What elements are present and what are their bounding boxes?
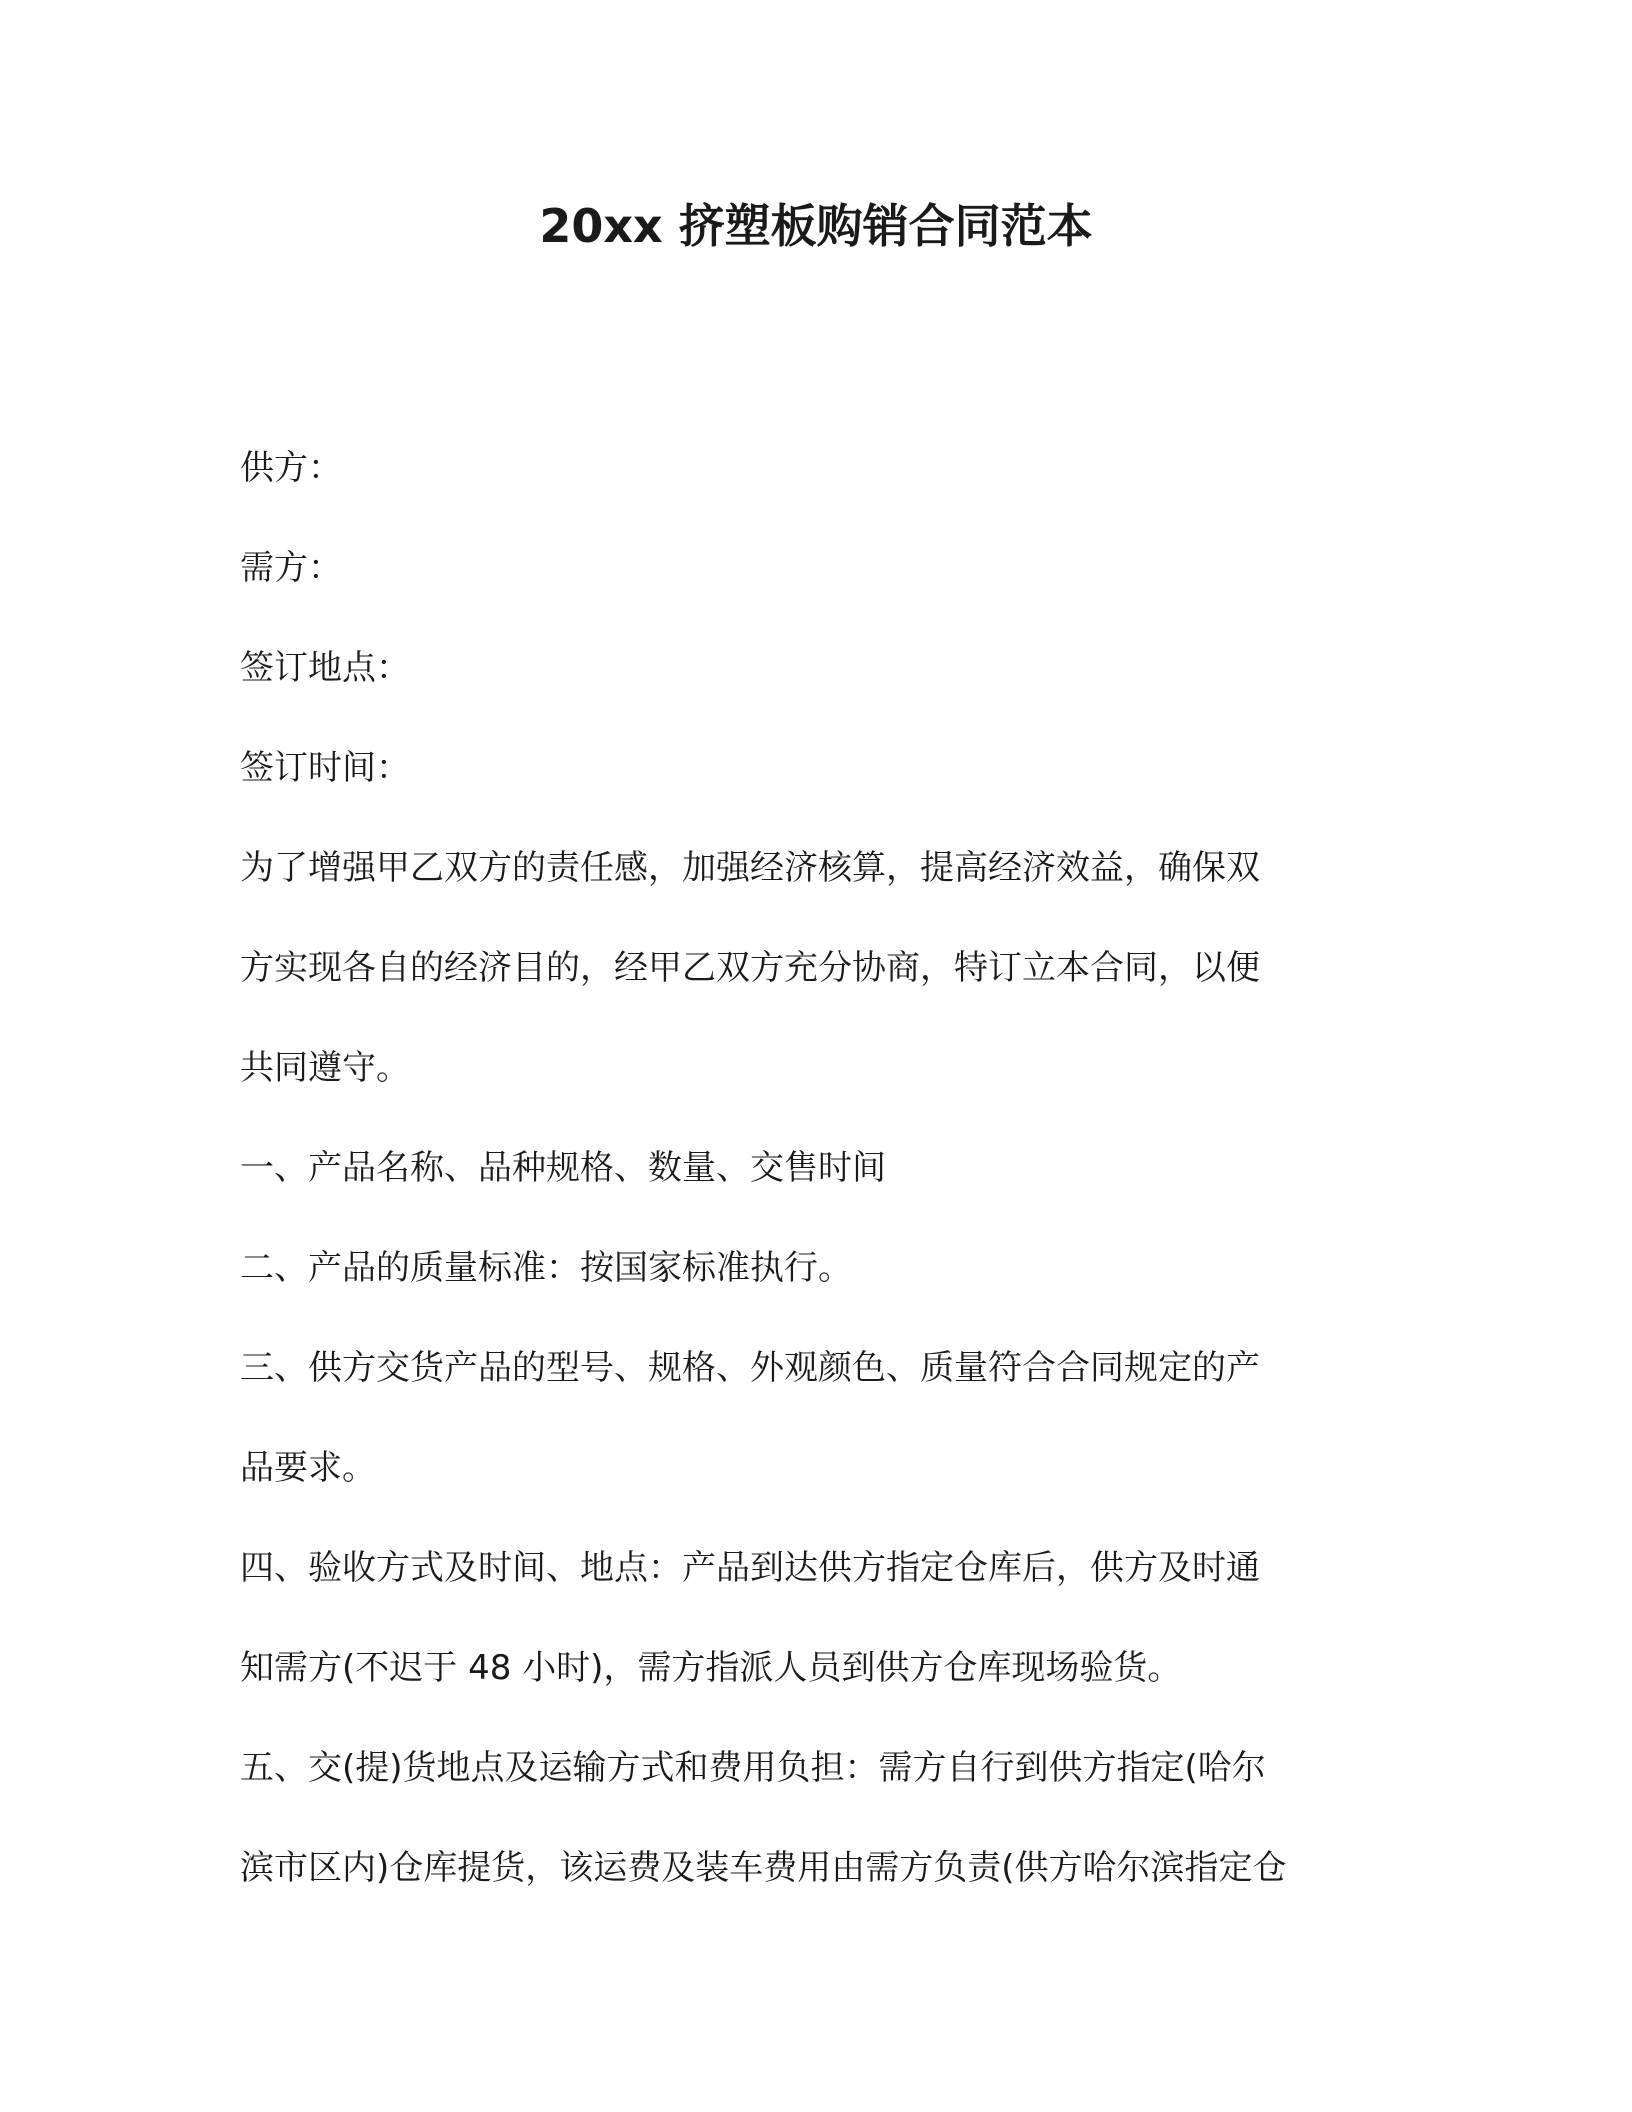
clause-3-continued: 品要求。 xyxy=(240,1448,376,1488)
body-line: 方实现各自的经济目的，经甲乙双方充分协商，特订立本合同，以便 xyxy=(240,948,1260,988)
clause-5-continued: 滨市区内)仓库提货，该运费及装车费用由需方负责(供方哈尔滨指定仓 xyxy=(240,1848,1287,1888)
clause-5: 五、交(提)货地点及运输方式和费用负担：需方自行到供方指定(哈尔 xyxy=(240,1748,1266,1788)
document-body xyxy=(240,418,1400,1918)
clause-4: 四、验收方式及时间、地点：产品到达供方指定仓库后，供方及时通 xyxy=(240,1548,1260,1588)
supplier-field: 供方： xyxy=(240,448,342,488)
document-title: 20xx 挤塑板购销合同范本 xyxy=(539,199,1093,253)
body-line: 共同遵守。 xyxy=(240,1048,410,1088)
signing-time-field: 签订时间： xyxy=(240,748,410,788)
clause-1: 一、产品名称、品种规格、数量、交售时间 xyxy=(240,1148,886,1188)
clause-3: 三、供方交货产品的型号、规格、外观颜色、质量符合合同规定的产 xyxy=(240,1348,1260,1388)
clause-4-continued: 知需方(不迟于 48 小时)，需方指派人员到供方仓库现场验货。 xyxy=(240,1648,1182,1688)
clause-2: 二、产品的质量标准：按国家标准执行。 xyxy=(240,1248,852,1288)
signing-place-field: 签订地点： xyxy=(240,648,410,688)
buyer-field: 需方： xyxy=(240,548,342,588)
body-line: 为了增强甲乙双方的责任感，加强经济核算，提高经济效益，确保双 xyxy=(240,848,1260,888)
